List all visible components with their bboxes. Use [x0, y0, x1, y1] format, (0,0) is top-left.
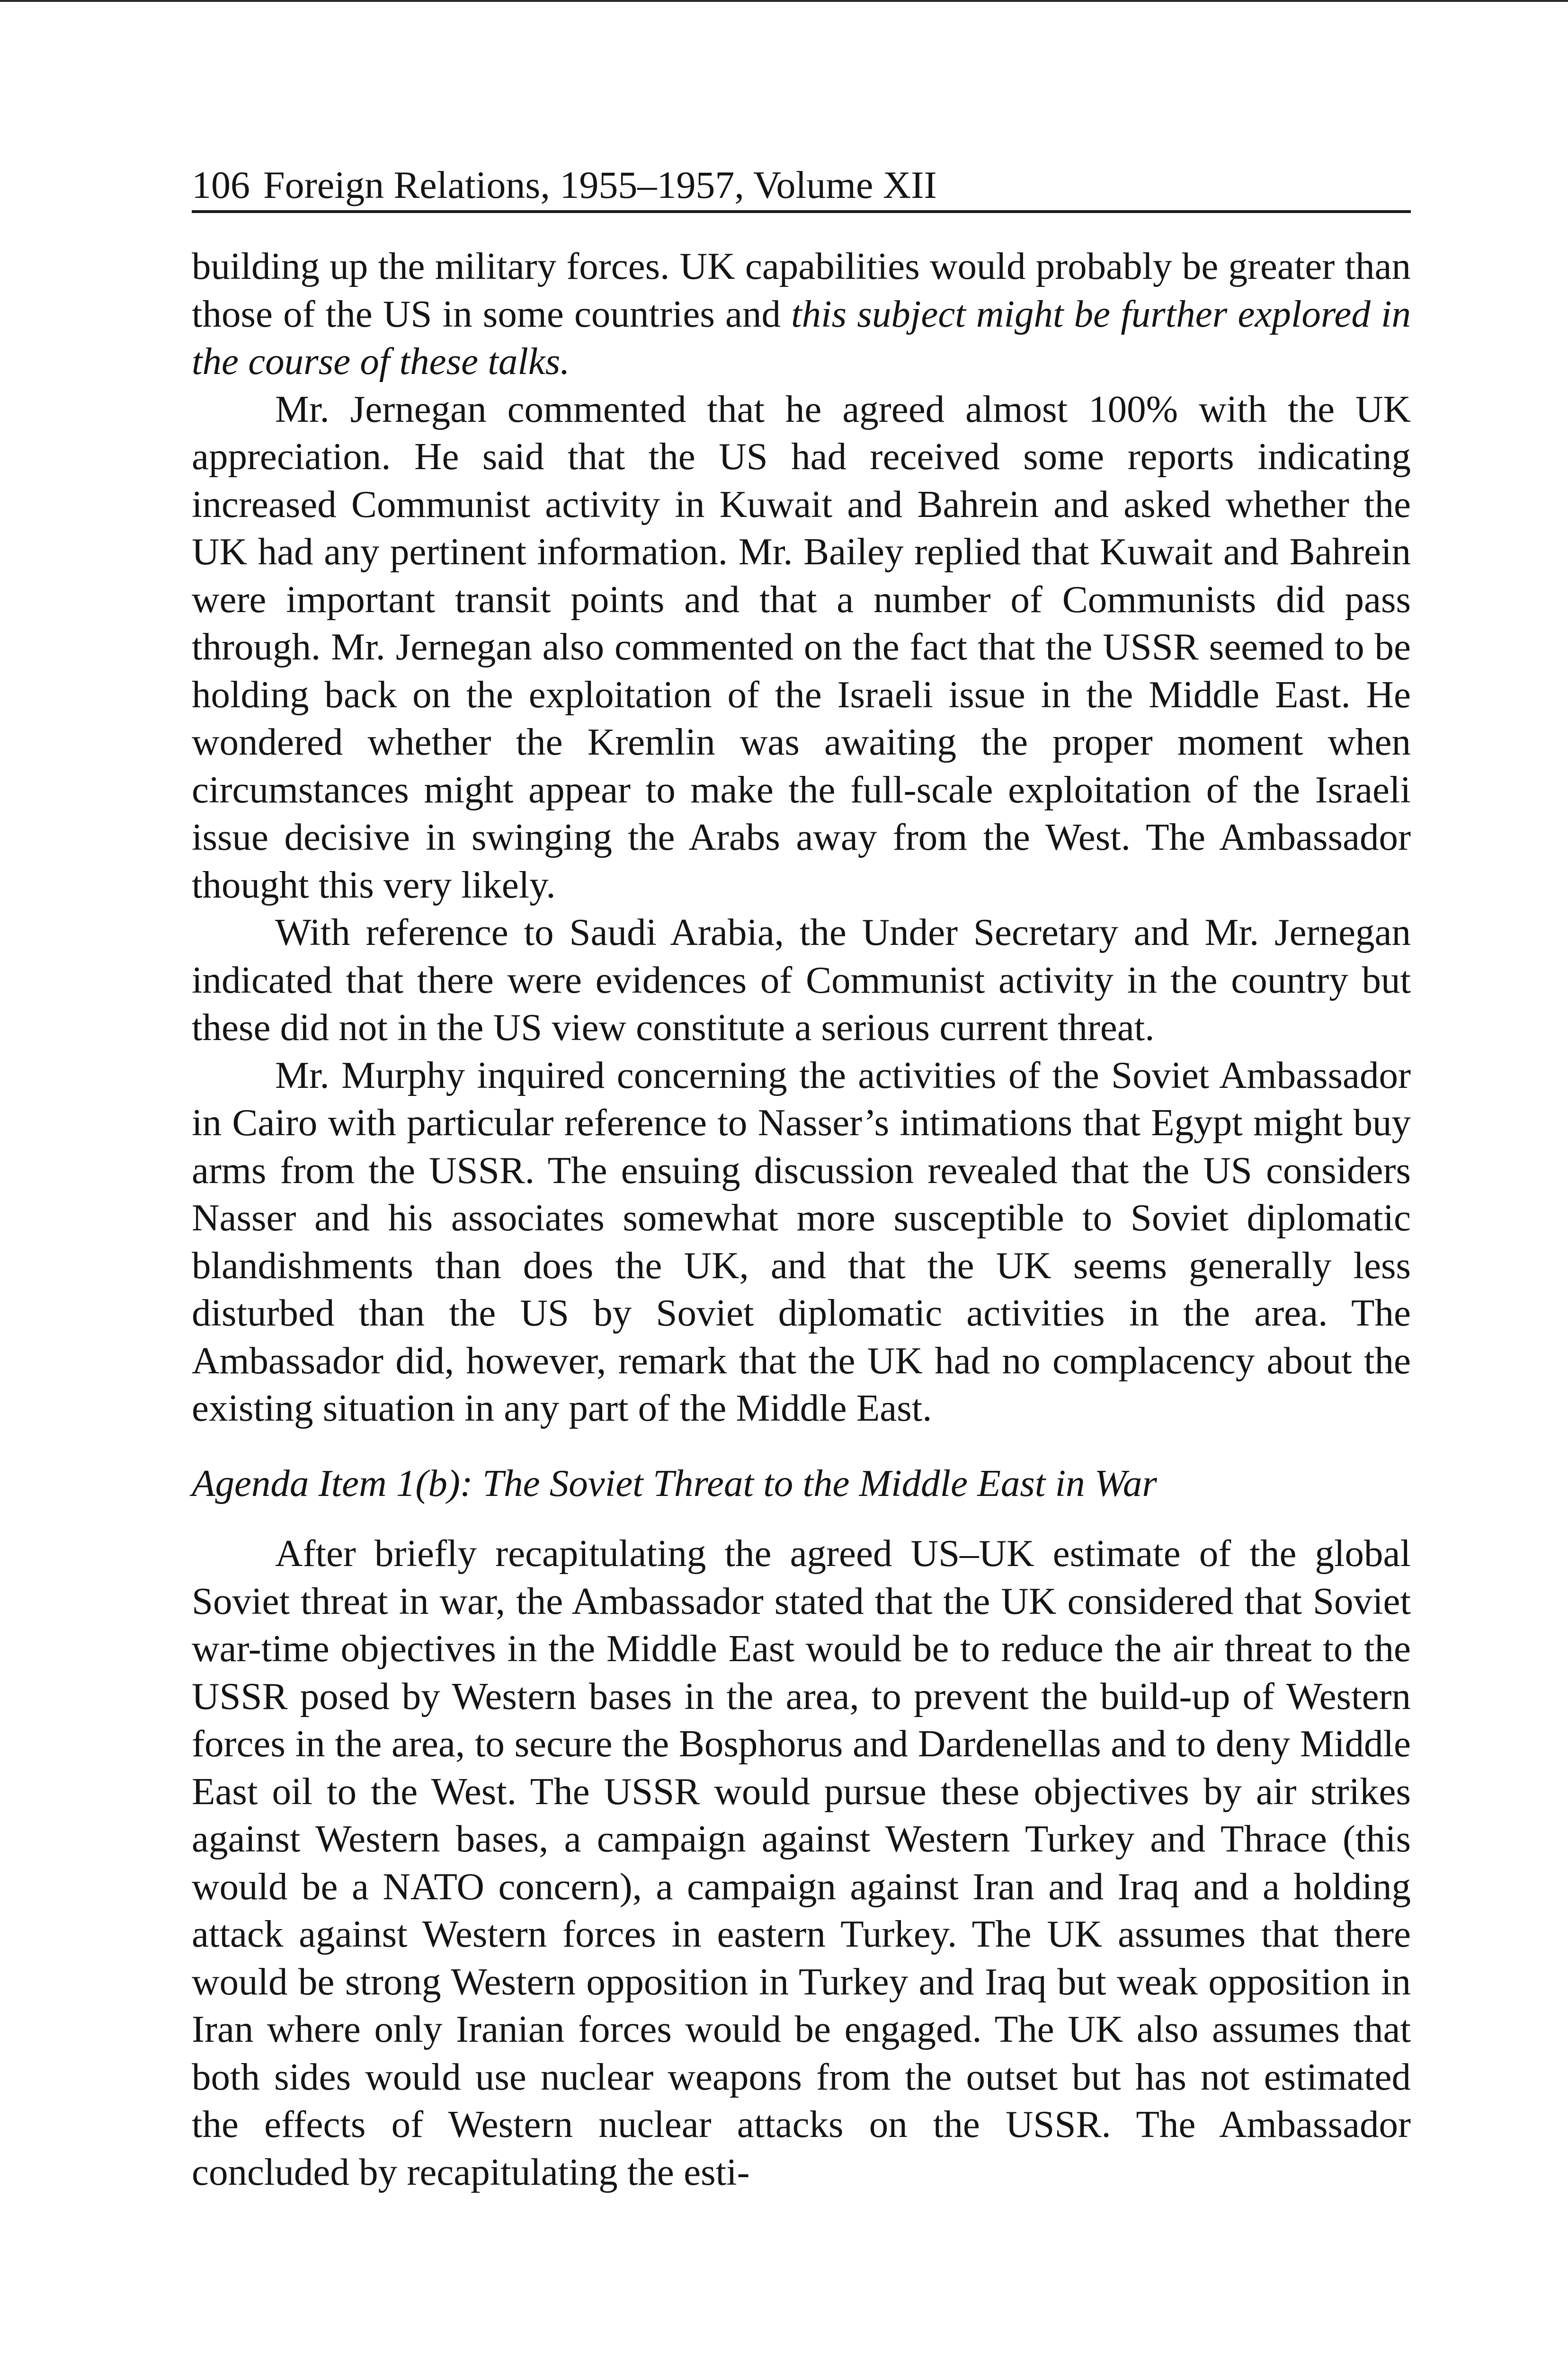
- page-top-edge: [0, 0, 1568, 2]
- paragraph-jernegan: Mr. Jernegan commented that he agreed almost 100% with the UK appreciation. He said that the US had received some reports indicating increased Communist activity in Kuwait and Bahrein and asked whether the UK had any pertinent information. Mr. Bailey replied that Kuwait and Bahrein were important transit points and that a number of Communists did pass through. Mr. Jernegan also commented on the fact that the USSR seemed to be holding back on the exploitation of the Israeli issue in the Middle East. He wondered whether the Kremlin was awaiting the proper moment when circumstances might appear to make the full-scale exploitation of the Israeli issue decisive in swinging the Arabs away from the West. The Ambassador thought this very likely.: [192, 387, 1411, 906]
- paragraph-murphy: Mr. Murphy inquired concerning the activities of the Soviet Ambassador in Cairo with particular reference to Nasser’s intimations that Egypt might buy arms from the USSR. The ensuing discussion revealed that the US considers Nasser and his associates somewhat more susceptible to Soviet diplomatic blandishments than does the UK, and that the UK seems generally less disturbed than the US by Soviet diplomatic activities in the area. The Ambassador did, however, remark that the UK had no complacency about the existing situation in any part of the Middle East.: [192, 1053, 1411, 1429]
- document-page: [192, 163, 1411, 2196]
- paragraph-continued: [192, 242, 1411, 385]
- paragraph-saudi-arabia: With reference to Saudi Arabia, the Under Secretary and Mr. Jernegan indicated that there were evidences of Communist activity in the country but these did not in the US view constitute a serious current threat.: [192, 911, 1411, 1049]
- body-text: [192, 242, 1411, 2196]
- paragraph-soviet-threat: After briefly recapitulating the agreed US–UK estimate of the global Soviet threat in war, the Ambassador stated that the UK considered that Soviet war-time objectives in the Middle East would be to reduce the air threat to the USSR posed by Western bases in the area, to prevent the build-up of Western forces in the area, to secure the Bosphorus and Dardenellas and to deny Middle East oil to the West. The USSR would pursue these objectives by air strikes against Western bases, a campaign against Western Turkey and Thrace (this would be a NATO concern), a campaign against Iran and Iraq and a holding attack against Western forces in eastern Turkey. The UK assumes that there would be strong Western opposition in Turkey and Iraq but weak opposition in Iran where only Iranian forces would be engaged. The UK also assumes that both sides would use nuclear weapons from the outset but has not estimated the effects of Western nuclear attacks on the USSR. The Ambassador concluded by recapitulating the esti-: [192, 1532, 1411, 2193]
- publication-title: Foreign Relations, 1955–1957, Volume XII: [263, 163, 937, 206]
- running-head: [192, 163, 1411, 213]
- paragraph-continued-italic: this subject might be further explored in the course of these talks.: [192, 292, 1411, 383]
- page-number: 106: [192, 163, 250, 206]
- section-heading: Agenda Item 1(b): The Soviet Threat to the Middle East in War: [192, 1461, 1157, 1504]
- paragraph-continued-text: building up the military forces. UK capabilities would probably be greater than those of the US in some countries and: [192, 245, 1411, 335]
